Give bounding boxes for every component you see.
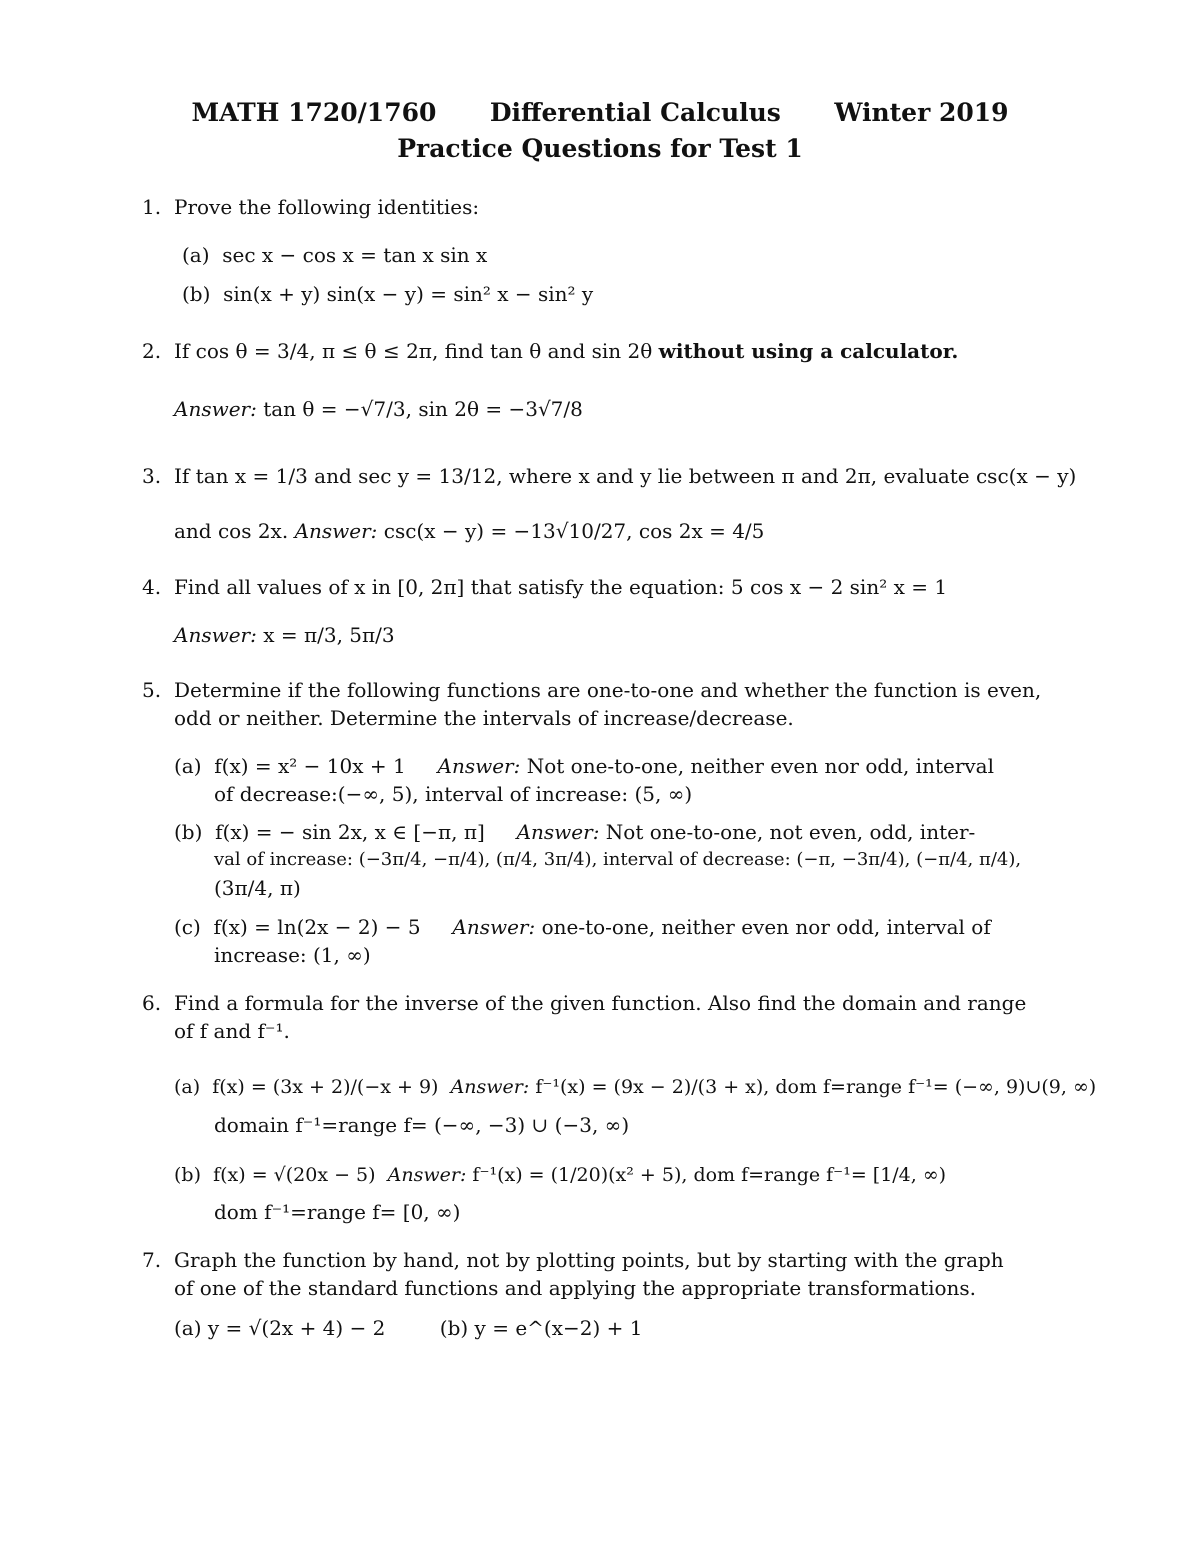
q3-number: 3.	[142, 464, 162, 488]
q5-part-c: (c) f(x) = ln(2x − 2) − 5 Answer: one-to-one, neither even nor odd, interval of	[174, 915, 991, 939]
q1-prompt: Prove the following identities:	[174, 195, 480, 219]
q6-prompt-2: of f and f⁻¹.	[174, 1019, 290, 1043]
q6-number: 6.	[142, 991, 162, 1015]
q6-a-answer-label: Answer:	[450, 1076, 530, 1098]
q6-a-function: f(x) = (3x + 2)/(−x + 9)	[212, 1076, 439, 1098]
q5-prompt-2: odd or neither. Determine the intervals of increase/decrease.	[174, 706, 794, 730]
q6-b-answer-label: Answer:	[387, 1164, 467, 1186]
q6-part-b: (b) f(x) = √(20x − 5) Answer: f⁻¹(x) = (1/20)(x² + 5), dom f=range f⁻¹= [1/4, ∞)	[174, 1164, 947, 1186]
q1-a-identity: sec x − cos x = tan x sin x	[222, 243, 488, 267]
q6-a-answer-2: domain f⁻¹=range f= (−∞, −3) ∪ (−3, ∞)	[214, 1113, 630, 1137]
q1-part-a: (a) sec x − cos x = tan x sin x	[182, 243, 488, 267]
q2-number: 2.	[142, 339, 162, 363]
course-subject: Differential Calculus	[489, 98, 781, 127]
q2-bold-instruction: without using a calculator.	[658, 339, 959, 363]
q5-c-answer-1: one-to-one, neither even nor odd, interval of	[541, 915, 991, 939]
q5-a-answer-2: of decrease:(−∞, 5), interval of increase: (5, ∞)	[214, 782, 693, 806]
q1-b-identity: sin(x + y) sin(x − y) = sin² x − sin² y	[223, 282, 594, 306]
q7-parts: (a) y = √(2x + 4) − 2 (b) y = e^(x−2) + 1	[174, 1316, 643, 1340]
course-term: Winter 2019	[834, 98, 1009, 127]
q4-answer-label: Answer:	[174, 623, 257, 647]
q3-prompt-cont: and cos 2x.	[174, 519, 289, 543]
q2-prompt	[174, 338, 958, 364]
q5-c-answer-label: Answer:	[452, 915, 536, 939]
header-line	[0, 98, 1200, 127]
q2-answer-label: Answer:	[174, 397, 257, 421]
q5-c-function: f(x) = ln(2x − 2) − 5	[213, 915, 421, 939]
q3-prompt: If tan x = 1/3 and sec y = 13/12, where x and y lie between π and 2π, evaluate csc(x − y)	[174, 464, 1077, 488]
q5-part-b: (b) f(x) = − sin 2x, x ∈ [−π, π] Answer: Not one-to-one, not even, odd, inter-	[174, 820, 976, 844]
q5-number: 5.	[142, 678, 162, 702]
q4-number: 4.	[142, 575, 162, 599]
q4-answer	[174, 622, 395, 648]
q6-part-a: (a) f(x) = (3x + 2)/(−x + 9) Answer: f⁻¹(x) = (9x − 2)/(3 + x), dom f=range f⁻¹= (−∞, 9)∪(9, ∞)	[174, 1076, 1097, 1098]
q2-answer	[174, 396, 583, 422]
q5-b-answer-1: Not one-to-one, not even, odd, inter-	[605, 820, 976, 844]
q5-a-answer-1: Not one-to-one, neither even nor odd, interval	[526, 754, 995, 778]
q2-answer-text: tan θ = −√7/3, sin 2θ = −3√7/8	[263, 397, 583, 421]
q7-prompt-1: Graph the function by hand, not by plotting points, but by starting with the graph	[174, 1248, 1004, 1272]
q6-prompt-1: Find a formula for the inverse of the given function. Also find the domain and range	[174, 991, 1027, 1015]
q6-b-function: f(x) = √(20x − 5)	[213, 1164, 376, 1186]
q2-prompt-text: If cos θ = 3/4, π ≤ θ ≤ 2π, find tan θ and sin 2θ	[174, 339, 653, 363]
q5-b-answer-label: Answer:	[516, 820, 600, 844]
q4-answer-text: x = π/3, 5π/3	[263, 623, 395, 647]
page-title: Practice Questions for Test 1	[397, 134, 803, 163]
q3-answer-text: csc(x − y) = −13√10/27, cos 2x = 4/5	[383, 519, 765, 543]
q5-part-a: (a) f(x) = x² − 10x + 1 Answer: Not one-to-one, neither even nor odd, interval	[174, 754, 995, 778]
q5-prompt-1: Determine if the following functions are one-to-one and whether the function is even,	[174, 678, 1042, 702]
q7-b-function: y = e^(x−2) + 1	[474, 1316, 643, 1340]
q4-prompt: Find all values of x in [0, 2π] that satisfy the equation: 5 cos x − 2 sin² x = 1	[174, 575, 948, 599]
q5-a-function: f(x) = x² − 10x + 1	[214, 754, 406, 778]
q5-c-answer-2: increase: (1, ∞)	[214, 943, 371, 967]
q1-number: 1.	[142, 195, 162, 219]
q6-b-answer: f⁻¹(x) = (1/20)(x² + 5), dom f=range f⁻¹= [1/4, ∞)	[472, 1164, 947, 1186]
q3-answer	[174, 518, 764, 544]
q5-b-answer-3: (3π/4, π)	[214, 876, 301, 900]
q5-b-function: f(x) = − sin 2x, x ∈ [−π, π]	[215, 820, 485, 844]
q6-b-answer-2: dom f⁻¹=range f= [0, ∞)	[214, 1200, 461, 1224]
q1-part-b: (b) sin(x + y) sin(x − y) = sin² x − sin² y	[182, 282, 594, 306]
q7-prompt-2: of one of the standard functions and applying the appropriate transformations.	[174, 1276, 977, 1300]
q3-answer-label: Answer:	[294, 519, 378, 543]
course-code: MATH 1720/1760	[191, 98, 437, 127]
q5-a-answer-label: Answer:	[437, 754, 521, 778]
q7-a-function: y = √(2x + 4) − 2	[207, 1316, 386, 1340]
q6-a-answer: f⁻¹(x) = (9x − 2)/(3 + x), dom f=range f⁻¹= (−∞, 9)∪(9, ∞)	[535, 1076, 1097, 1098]
q5-b-answer-2: val of increase: (−3π/4, −π/4), (π/4, 3π/4), interval of decrease: (−π, −3π/4), (−π/4, π/4),	[214, 849, 1022, 870]
q7-number: 7.	[142, 1248, 162, 1272]
